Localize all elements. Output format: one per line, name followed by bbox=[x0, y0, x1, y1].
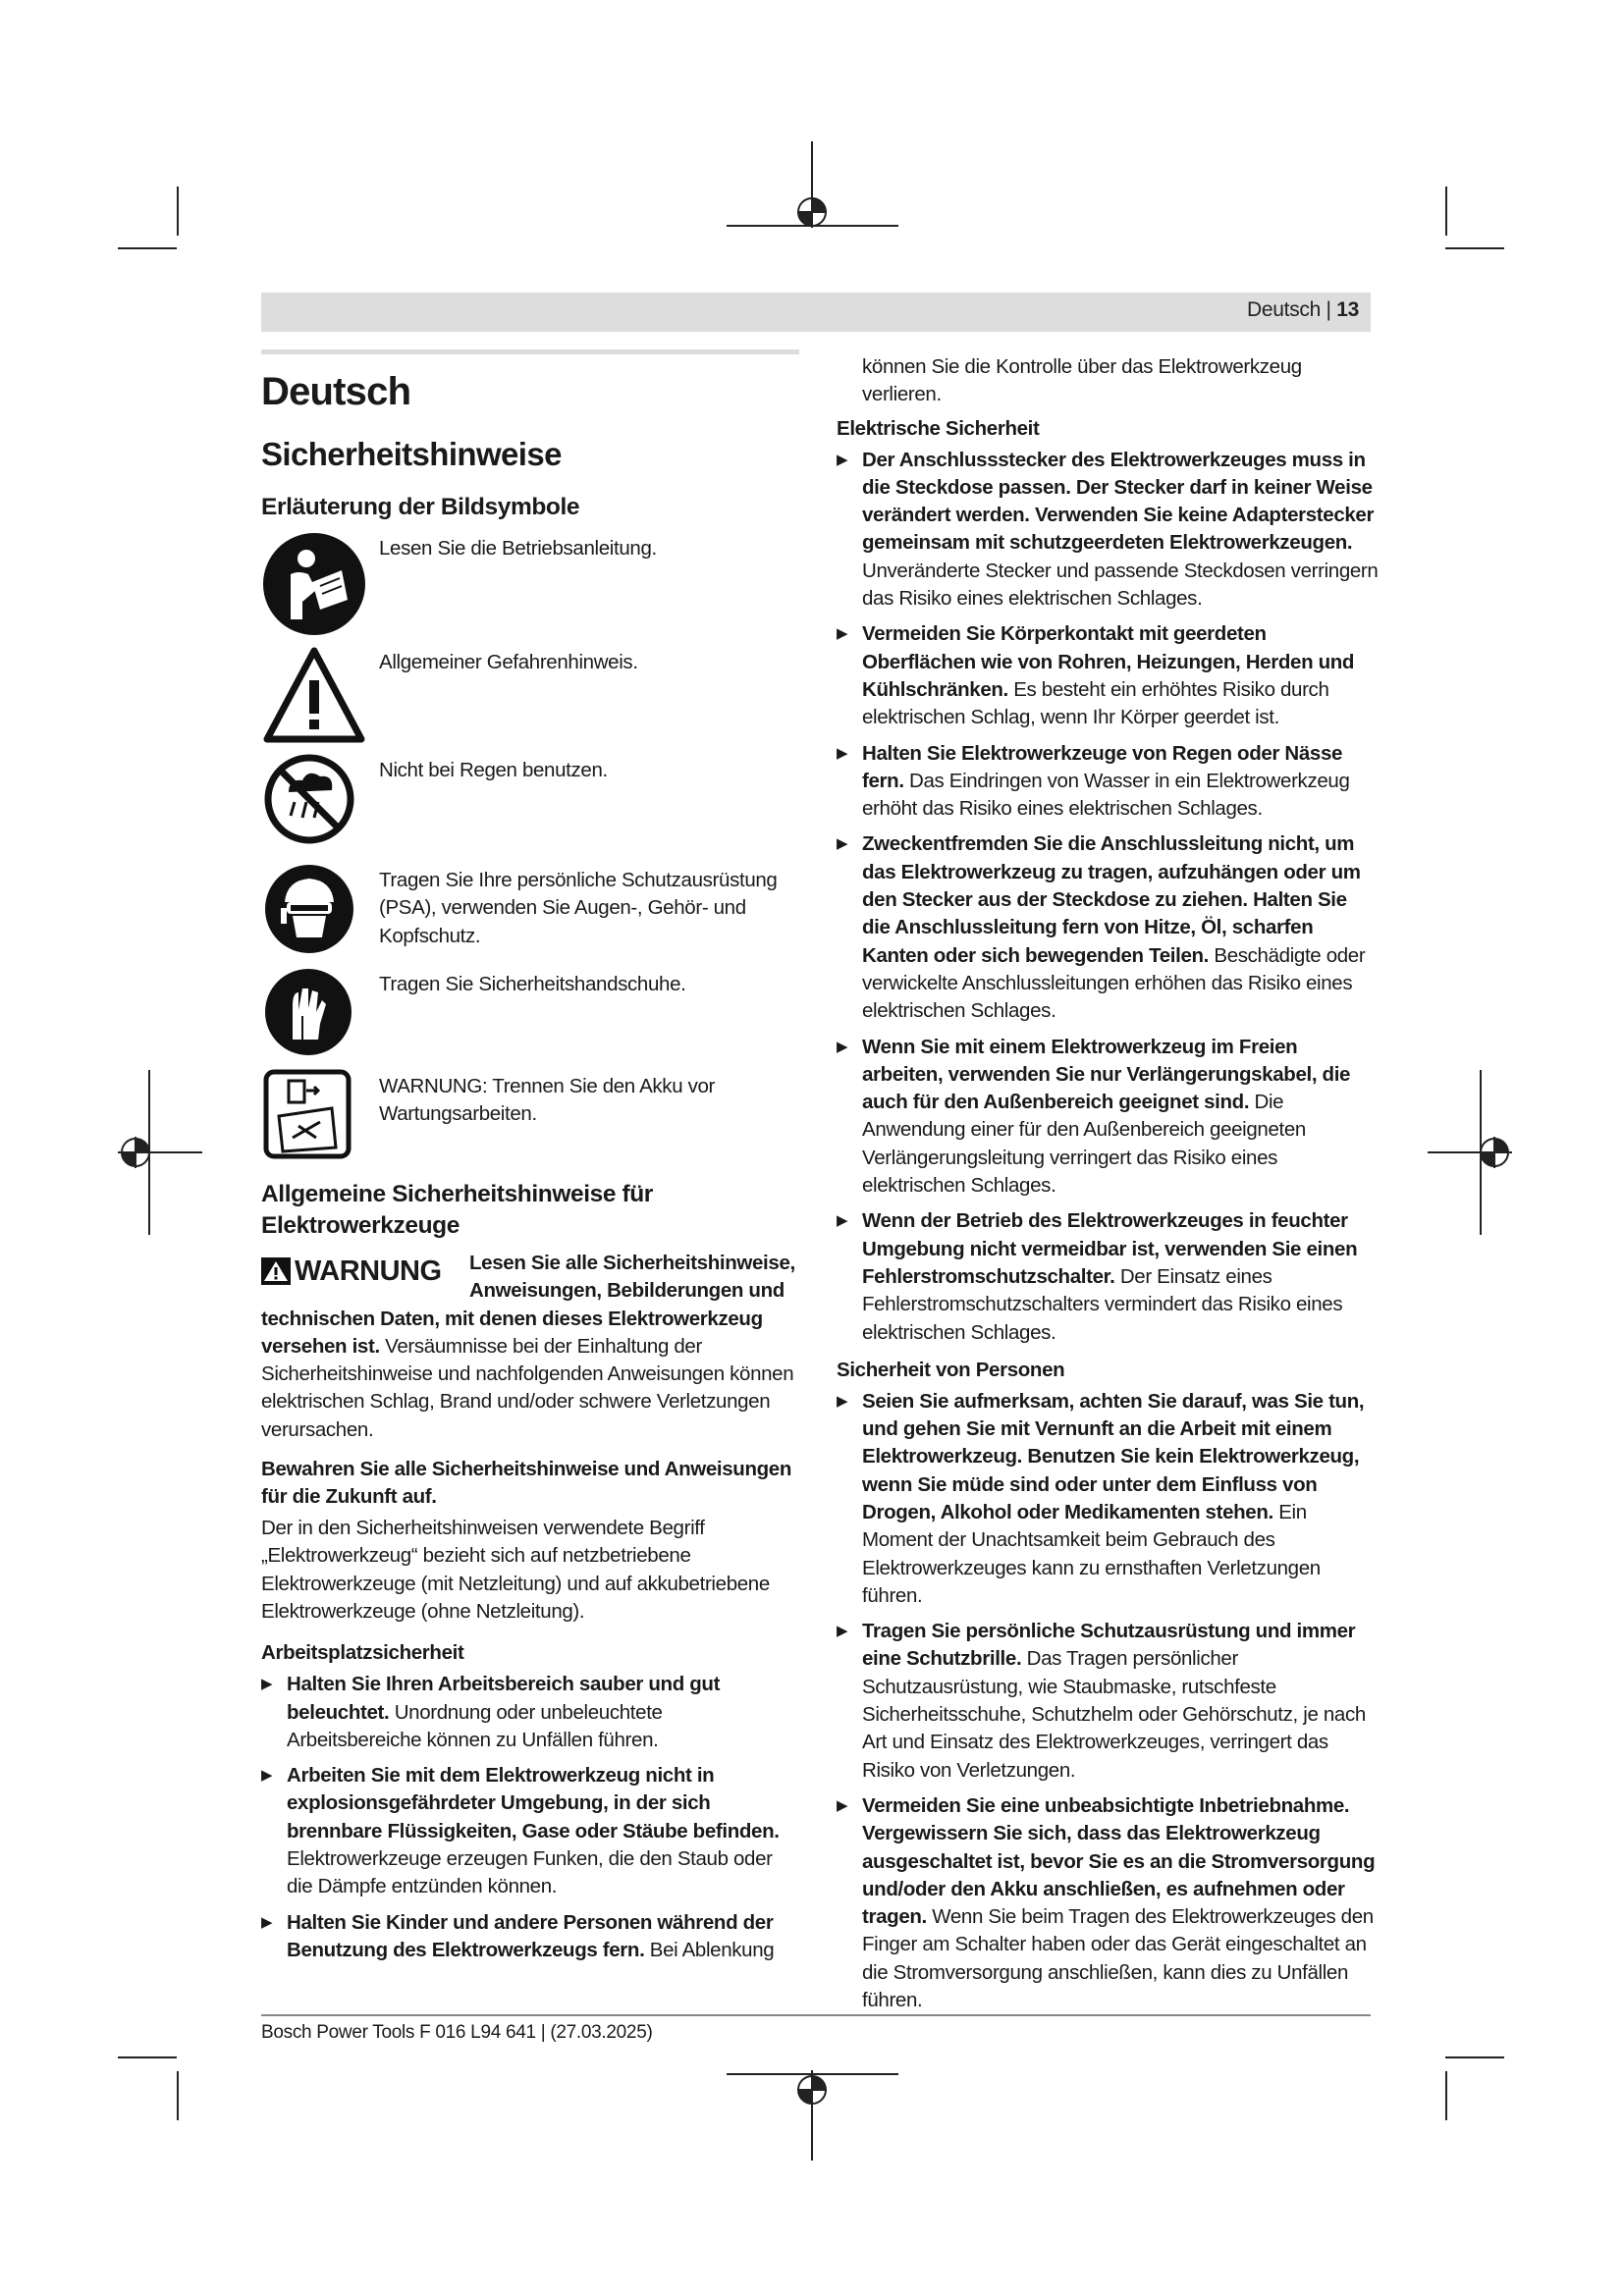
crop-mark bbox=[118, 247, 177, 249]
item-bold: Der Anschlussstecker des Elektrowerkzeuges muss in die Steckdose passen. Der Stecker darf in keiner Weise verändert werden. Verwenden Sie keine Adapterstecker gemeinsam mit schutzgeerdeten Elektrowerkzeugen. bbox=[862, 448, 1375, 555]
list-item bbox=[837, 830, 1379, 1025]
symbol-row bbox=[261, 1069, 799, 1167]
crop-mark bbox=[1445, 2071, 1447, 2120]
list-item bbox=[837, 1034, 1379, 1201]
persons-heading: Sicherheit von Personen bbox=[837, 1358, 1065, 1381]
page-header bbox=[261, 293, 1371, 332]
list-item bbox=[837, 620, 1379, 731]
bullet-arrow-icon: ▶ bbox=[837, 625, 848, 643]
item-text: Elektrowerkzeuge erzeugen Funken, die den Staub oder die Dämpfe entzünden können. bbox=[287, 1847, 773, 1898]
registration-mark-icon bbox=[727, 137, 903, 245]
keep-instructions: Bewahren Sie alle Sicherheitshinweise und Anweisungen für die Zukunft auf. bbox=[261, 1458, 792, 1509]
symbols-heading: Erläuterung der Bildsymbole bbox=[261, 494, 580, 520]
item-text: Wenn Sie beim Tragen des Elektrowerkzeuges den Finger am Schalter haben oder das Gerät eingeschaltet an die Stromversorgung anschließen, kann dies zu Unfällen führen. bbox=[862, 1905, 1374, 2012]
warning-label: WARNUNG bbox=[295, 1255, 442, 1287]
electrical-list bbox=[837, 447, 1379, 1347]
header-label: Deutsch | 13 bbox=[1247, 298, 1359, 321]
header-section: Deutsch bbox=[1247, 298, 1321, 321]
list-item bbox=[837, 447, 1379, 614]
warning-badge bbox=[261, 1252, 458, 1291]
item-text: Der Einsatz eines Fehlerstromschutzschalters vermindert das Risiko eines elektrischen Schlages. bbox=[862, 1264, 1343, 1344]
bullet-arrow-icon: ▶ bbox=[837, 835, 848, 853]
electrical-heading: Elektrische Sicherheit bbox=[837, 416, 1040, 440]
symbol-text: Tragen Sie Sicherheitshandschuhe. bbox=[379, 973, 686, 995]
workplace-list bbox=[261, 1671, 799, 1964]
general-heading: Allgemeine Sicherheitshinweise für Elektrowerkzeuge bbox=[261, 1181, 653, 1239]
list-item bbox=[837, 1207, 1379, 1346]
bullet-arrow-icon: ▶ bbox=[261, 1767, 273, 1785]
definition-paragraph: Der in den Sicherheitshinweisen verwendete Begriff „Elektrowerkzeug“ bezieht sich auf netzbetriebene Elektrowerkzeuge (mit Netzleitung) und auf akkubetriebene Elektrowerkzeuge (ohne Netzleitung). bbox=[261, 1517, 770, 1623]
item-text: Ein Moment der Unachtsamkeit beim Gebrauch des Elektrowerkzeuges kann zu ernsthaften Verletzungen führen. bbox=[862, 1500, 1321, 1607]
item-text: Unveränderte Stecker und passende Steckdosen verringern das Risiko eines elektrischen Schlages. bbox=[862, 559, 1379, 611]
workplace-heading: Arbeitsplatzsicherheit bbox=[261, 1641, 464, 1665]
page-footer: Bosch Power Tools F 016 L94 641 | (27.03.2025) bbox=[261, 2022, 653, 2043]
symbol-text: Tragen Sie Ihre persönliche Schutzausrüstung (PSA), verwenden Sie Augen-, Gehör- und Kopfschutz. bbox=[379, 869, 778, 947]
bullet-arrow-icon: ▶ bbox=[837, 1796, 848, 1814]
bullet-arrow-icon: ▶ bbox=[261, 1676, 273, 1693]
list-item bbox=[837, 1618, 1379, 1785]
no-rain-icon bbox=[263, 753, 355, 845]
bullet-arrow-icon: ▶ bbox=[837, 744, 848, 762]
item-bold: Vermeiden Sie Körperkontakt mit geerdeten Oberflächen wie von Rohren, Heizungen, Herden und Kühlschränken. bbox=[862, 622, 1355, 701]
section-title: Sicherheitshinweise bbox=[261, 436, 562, 472]
list-item bbox=[837, 740, 1379, 824]
list-item bbox=[261, 1671, 799, 1754]
title-rule bbox=[261, 349, 799, 354]
bullet-arrow-icon: ▶ bbox=[837, 1623, 848, 1640]
item-bold: Halten Sie Ihren Arbeitsbereich sauber und gut beleuchtet. bbox=[287, 1673, 721, 1724]
item-bold: Wenn Sie mit einem Elektrowerkzeug im Freien arbeiten, verwenden Sie nur Verlängerungskabel, die auch für den Außenbereich geeignet sind. bbox=[862, 1035, 1351, 1114]
crop-mark bbox=[1445, 247, 1504, 249]
item-text: Das Tragen persönlicher Schutzausrüstung, wie Staubmaske, rutschfeste Sicherheitsschuhe, Schutzhelm oder Gehörschutz, je nach Art und Einsatz des Elektrowerkzeuges, verringert das Risiko von Verletzungen. bbox=[862, 1647, 1366, 1782]
warning-triangle-icon bbox=[261, 1257, 291, 1285]
persons-list bbox=[837, 1388, 1379, 2015]
ppe-icon bbox=[263, 863, 355, 955]
item-bold: Vermeiden Sie eine unbeabsichtigte Inbetriebnahme. Vergewissern Sie sich, dass das Elektrowerkzeug ausgeschaltet ist, bevor Sie es an die Stromversorgung und/oder den Akku anschließen, es aufnehmen oder tragen. bbox=[862, 1793, 1376, 1929]
symbol-row bbox=[261, 531, 799, 641]
read-manual-icon bbox=[261, 531, 367, 637]
bullet-arrow-icon: ▶ bbox=[837, 1212, 848, 1230]
item-bold: Tragen Sie persönliche Schutzausrüstung und immer eine Schutzbrille. bbox=[862, 1620, 1356, 1671]
crop-mark bbox=[177, 187, 179, 236]
continuation-text: können Sie die Kontrolle über das Elektrowerkzeug verlieren. bbox=[862, 355, 1302, 406]
item-bold: Halten Sie Elektrowerkzeuge von Regen oder Nässe fern. bbox=[862, 741, 1343, 792]
warning-triangle-icon bbox=[261, 645, 367, 747]
right-column bbox=[837, 353, 1379, 2022]
crop-mark bbox=[1445, 2056, 1504, 2058]
item-bold: Zweckentfremden Sie die Anschlussleitung nicht, um das Elektrowerkzeug zu tragen, aufzuhängen oder um den Stecker aus der Steckdose zu ziehen. Halten Sie die Anschlussleitung fern von Hitze, Öl, scharfen Kanten oder sich bewegenden Teilen. bbox=[862, 832, 1361, 967]
gloves-icon bbox=[263, 967, 353, 1057]
warning-text: Versäumnisse bei der Einhaltung der Sicherheitshinweise und nachfolgenden Anweisungen können elektrischen Schlag, Brand und/oder schwere Verletzungen verursachen. bbox=[261, 1334, 794, 1441]
symbol-text: WARNUNG: Trennen Sie den Akku vor Wartungsarbeiten. bbox=[379, 1075, 716, 1126]
bullet-arrow-icon: ▶ bbox=[837, 451, 848, 468]
symbol-text: Nicht bei Regen benutzen. bbox=[379, 759, 608, 781]
item-text: Die Anwendung einer für den Außenbereich geeigneten Verlängerungsleitung verringert das Risiko eines elektrischen Schlages. bbox=[862, 1091, 1306, 1198]
bullet-arrow-icon: ▶ bbox=[837, 1392, 848, 1410]
left-column bbox=[261, 349, 799, 1972]
registration-mark-icon bbox=[98, 1070, 206, 1237]
symbol-row bbox=[261, 753, 799, 859]
registration-mark-icon bbox=[727, 2056, 903, 2164]
item-text: Unordnung oder unbeleuchtete Arbeitsbereiche können zu Unfällen führen. bbox=[287, 1700, 663, 1751]
symbol-text: Lesen Sie die Betriebsanleitung. bbox=[379, 537, 657, 560]
crop-mark bbox=[118, 2056, 177, 2058]
registration-mark-icon bbox=[1424, 1070, 1532, 1237]
item-text: Das Eindringen von Wasser in ein Elektrowerkzeug erhöht das Risiko eines elektrischen Schlages. bbox=[862, 769, 1350, 821]
symbol-row bbox=[261, 967, 799, 1069]
crop-mark bbox=[1445, 187, 1447, 236]
item-bold: Wenn der Betrieb des Elektrowerkzeuges in feuchter Umgebung nicht vermeidbar ist, verwenden Sie einen Fehlerstromschutzschalter. bbox=[862, 1209, 1358, 1288]
symbol-row bbox=[261, 645, 799, 751]
page-title: Deutsch bbox=[261, 370, 411, 413]
warning-block bbox=[261, 1250, 799, 1450]
bullet-arrow-icon: ▶ bbox=[837, 1038, 848, 1055]
symbol-text: Allgemeiner Gefahrenhinweis. bbox=[379, 651, 638, 673]
crop-mark bbox=[177, 2071, 179, 2120]
item-text: Es besteht ein erhöhtes Risiko durch elektrischen Schlag, wenn Ihr Körper geerdet ist. bbox=[862, 677, 1329, 729]
item-bold: Halten Sie Kinder und andere Personen während der Benutzung des Elektrowerkzeugs fern. bbox=[287, 1910, 774, 1961]
list-item bbox=[837, 1388, 1379, 1610]
list-item bbox=[261, 1762, 799, 1900]
item-text: Beschädigte oder verwickelte Anschlussleitungen erhöhen das Risiko eines elektrischen Schlages. bbox=[862, 943, 1366, 1023]
item-bold: Seien Sie aufmerksam, achten Sie darauf, was Sie tun, und gehen Sie mit Vernunft an die Arbeit mit einem Elektrowerkzeug. Benutzen Sie kein Elektrowerkzeug, wenn Sie müde sind oder unter dem Einfluss von Drogen, Alkohol oder Medikamenten stehen. bbox=[862, 1389, 1365, 1523]
footer-rule bbox=[261, 2014, 1371, 2016]
page-number: 13 bbox=[1336, 298, 1359, 321]
list-item bbox=[261, 1909, 799, 1965]
item-bold: Arbeiten Sie mit dem Elektrowerkzeug nicht in explosionsgefährdeter Umgebung, in der sich brennbare Flüssigkeiten, Gase oder Stäube befinden. bbox=[287, 1764, 780, 1842]
warning-bold: Lesen Sie alle Sicherheitshinweise, Anweisungen, Bebilderungen und technischen Daten, mit denen dieses Elektrowerkzeug versehen ist. bbox=[261, 1252, 795, 1358]
item-text: Bei Ablenkung bbox=[644, 1938, 775, 1961]
list-item bbox=[837, 1792, 1379, 2014]
battery-remove-icon bbox=[263, 1069, 352, 1159]
symbol-row bbox=[261, 863, 799, 967]
bullet-arrow-icon: ▶ bbox=[261, 1913, 273, 1931]
